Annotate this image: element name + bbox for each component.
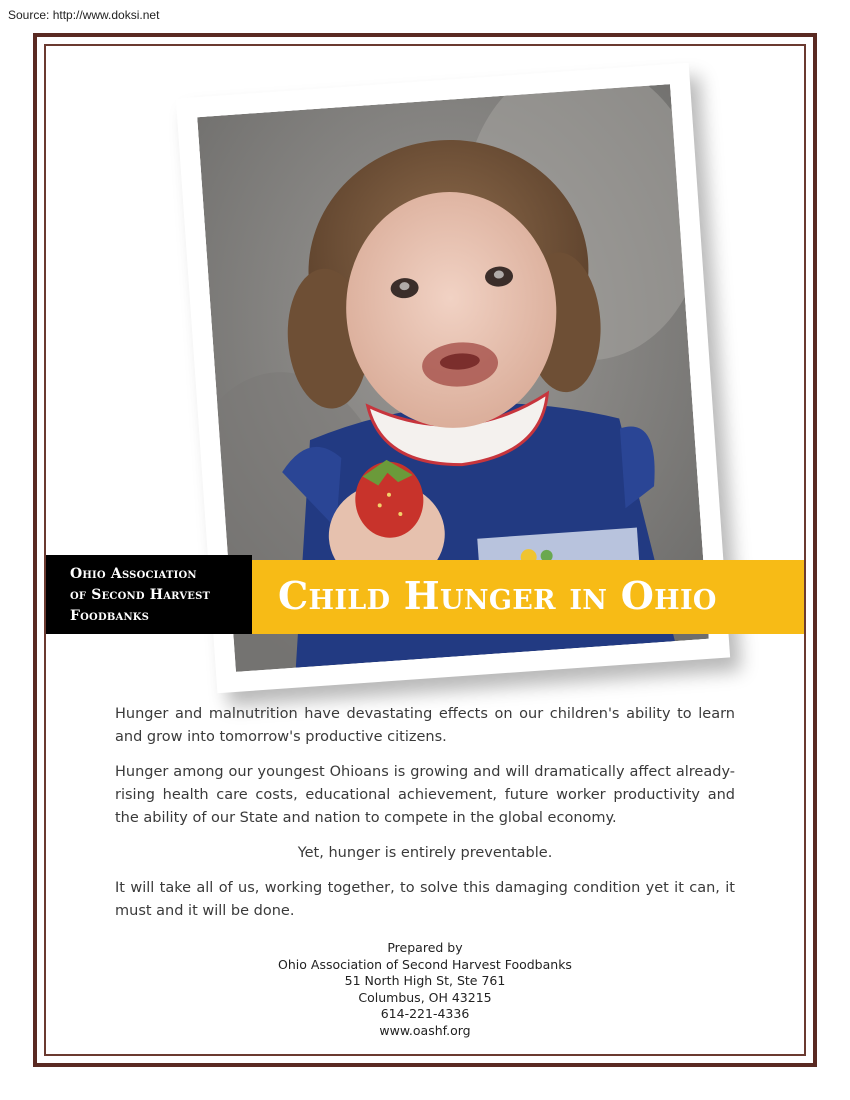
paragraph: Yet, hunger is entirely preventable. xyxy=(297,845,553,861)
paragraph: Hunger and malnutrition have devastating effects on our children's ability to learn and grow into tomorrow's productive citizens. xyxy=(115,706,735,745)
paragraph: Hunger among our youngest Ohioans is growing and will dramatically affect already-rising health care costs, educational achievement, future worker productivity and the ability of our State and nation to compete in the global economy. xyxy=(115,764,735,826)
prepared-by-org: Ohio Association of Second Harvest Foodbanks xyxy=(278,956,572,972)
address-line-2: Columbus, OH 43215 xyxy=(358,989,492,1005)
website-link[interactable]: www.oashf.org xyxy=(379,1022,471,1038)
prepared-by-label: Prepared by xyxy=(387,940,463,955)
source-url: Source: http://www.doksi.net xyxy=(8,8,160,22)
organization-line-3: Foodbanks xyxy=(70,608,150,624)
organization-label xyxy=(46,555,252,634)
address-line-1: 51 North High St, Ste 761 xyxy=(344,973,506,988)
organization-line-2: of Second Harvest xyxy=(70,587,211,603)
paragraph: It will take all of us, working together, to solve this damaging condition yet it can, it must and it will be done. xyxy=(115,880,735,919)
phone-number: 614-221-4336 xyxy=(380,1006,470,1021)
page-title: Child Hunger in Ohio xyxy=(278,573,717,618)
body-text xyxy=(115,703,735,935)
prepared-by-block xyxy=(240,940,610,1039)
organization-line-1: Ohio Association xyxy=(70,566,197,582)
